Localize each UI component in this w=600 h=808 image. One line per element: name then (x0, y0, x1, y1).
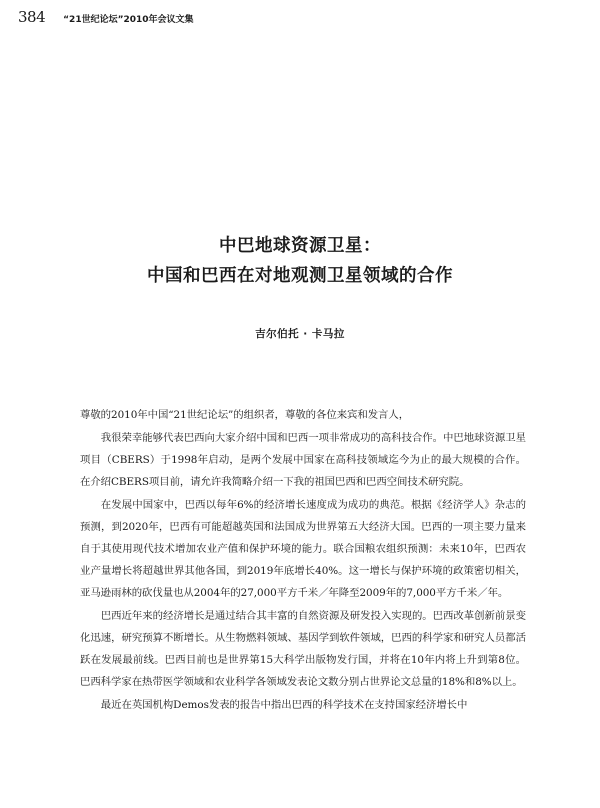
title-line-1: 中巴地球资源卫星： (219, 236, 381, 256)
body-paragraph: 我很荣幸能够代表巴西向大家介绍中国和巴西一项非常成功的高科技合作。中巴地球资源卫星项目（CBERS）于1998年启动，是两个发展中国家在高科技领域迄今为止的最大规模的合作。在介绍CBERS项目前，请允许我简略介绍一下我的祖国巴西和巴西空间技术研究院。 (80, 432, 526, 488)
body-paragraph: 尊敬的2010年中国“21世纪论坛”的组织者，尊敬的各位来宾和发言人， (80, 409, 410, 421)
author-name: 吉尔伯托 · 卡马拉 (255, 328, 345, 340)
title-line-2: 中国和巴西在对地观测卫星领域的合作 (147, 266, 453, 286)
journal-title: “21世纪论坛”2010年会议文集 (63, 15, 194, 25)
article-body (80, 404, 526, 717)
body-paragraph: 最近在英国机构Demos发表的报告中指出巴西的科学技术在支持国家经济增长中 (100, 699, 468, 711)
body-paragraph: 在发展中国家中，巴西以每年6%的经济增长速度成为成功的典范。根据《经济学人》杂志的预测，到2020年，巴西有可能超越英国和法国成为世界第五大经济大国。巴西的一项主要力量来自于其使用现代技术增加农业产值和保护环境的能力。联合国粮农组织预测：未来10年，巴西农业产量增长将超越世界其他各国，到2019年底增长40%。这一增长与保护环境的政策密切相关，亚马逊雨林的砍伐量也从2004年的27,000平方千米／年降至2009年的7,000平方千米／年。 (80, 499, 526, 599)
article-title (0, 231, 600, 291)
page-number: 384 (18, 8, 46, 26)
body-paragraph: 巴西近年来的经济增长是通过结合其丰富的自然资源及研发投入实现的。巴西改革创新前景变化迅速，研究预算不断增长。从生物燃料领域、基因学到软件领域，巴西的科学家和研究人员都活跃在发展最前线。巴西目前也是世界第15大科学出版物发行国，并将在10年内将上升到第8位。巴西科学家在热带医学领域和农业科学各领域发表论文数分别占世界论文总量的18%和8%以上。 (80, 610, 526, 688)
running-header (18, 8, 578, 30)
